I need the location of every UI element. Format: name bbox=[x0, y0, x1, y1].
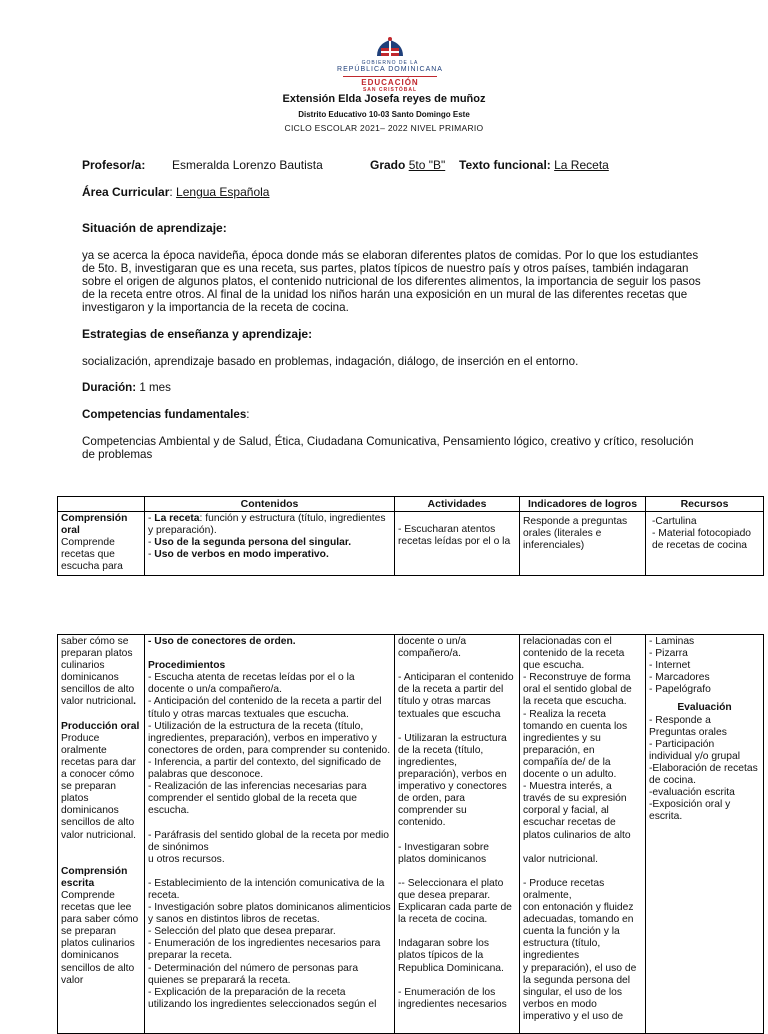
gov-line1: GOBIERNO DE LA bbox=[361, 60, 419, 66]
location-label: SAN CRISTÓBAL bbox=[362, 87, 418, 93]
conectores-orden: - Uso de conectores de orden. bbox=[148, 636, 296, 647]
text-value: La Receta bbox=[554, 158, 609, 172]
competency-cell: saber cómo se preparan platos culinarios dominicanos sencillos de alto valor nutricional. Producción oral Produce oralmente recetas para dar a conocer cómo se preparan platos dominicanos sencillos de alto valor nutricional. Comprensión escrita Comprende recetas que lee para saber cómo se preparan platos culinarios dominicanos sencillos de alto valor bbox=[58, 635, 145, 1034]
resources-list: - Laminas - Pizarra - Internet - Marcadores - Papelógrafo bbox=[649, 636, 711, 696]
strategies-title: Estrategias de enseñanza y aprendizaje: bbox=[82, 327, 313, 341]
activities-cell: - Escucharan atentos recetas leídas por el o la bbox=[395, 512, 520, 575]
produccion-oral-text: Produce oralmente recetas para dar a conocer cómo se preparan platos dominicanos sencillos de alto valor nutricional. bbox=[61, 732, 136, 841]
plan-table-top bbox=[57, 496, 764, 576]
competency-cell bbox=[58, 512, 145, 575]
comprension-escrita-text: Comprende recetas que lee para saber cómo se preparan platos culinarios dominicanos sencillos de alto valor bbox=[61, 889, 139, 986]
evaluacion-title: Evaluación bbox=[677, 702, 732, 714]
header-indicadores: Indicadores de logros bbox=[520, 497, 646, 512]
receta-term: La receta bbox=[154, 513, 200, 525]
logo-divider bbox=[343, 76, 437, 77]
competencies-text: Competencias Ambiental y de Salud, Ética, Ciudadana Comunicativa, Pensamiento lógico, creativo y crítico, resolución de problemas bbox=[82, 435, 694, 461]
teacher-label: Profesor/a: bbox=[82, 158, 146, 172]
header-recursos: Recursos bbox=[646, 497, 764, 512]
header-contenidos: Contenidos bbox=[145, 497, 395, 512]
comprension-oral-title: Comprensión oral bbox=[61, 513, 128, 537]
competencies-title-row: Competencias fundamentales: bbox=[82, 408, 250, 421]
competencies-title: Competencias fundamentales bbox=[82, 408, 247, 421]
table-row bbox=[58, 512, 764, 575]
education-label: EDUCACIÓN bbox=[361, 78, 419, 87]
grade-label: Grado bbox=[370, 158, 406, 172]
comprension-escrita-title: Comprensión escrita bbox=[61, 865, 128, 889]
ministry-logo bbox=[330, 36, 450, 93]
comprension-oral-text: Comprende recetas que escucha para bbox=[61, 537, 123, 573]
duration-value: 1 mes bbox=[139, 381, 171, 394]
situation-text: ya se acerca la época navideña, época donde más se elaboran diferentes platos de comidas. Por lo que los estudiantes de 5to. B, investigaran que es una receta, sus partes, platos típicos de nuestro país y otros países, también indagaran sobre el origen de algunos platos, el contenido nutricional de los diferentes alimentos, la importancia de seguir los pasos de la receta entre otros. Al final de la unidad los niños harán una exposición en un mural de las diferentes recetas que investigaron y la importancia de la receta de cocina. bbox=[82, 249, 701, 314]
area-row: Área Curricular: Lengua Española bbox=[82, 185, 270, 199]
uso-imperativo: Uso de verbos en modo imperativo. bbox=[154, 549, 329, 561]
cycle-line: CICLO ESCOLAR 2021– 2022 NIVEL PRIMARIO bbox=[284, 123, 484, 133]
district-line: Distrito Educativo 10-03 Santo Domingo Este bbox=[298, 110, 470, 119]
header-actividades: Actividades bbox=[395, 497, 520, 512]
table-header-row bbox=[58, 497, 764, 512]
comprension-oral-cont: saber cómo se preparan platos culinarios dominicanos sencillos de alto valor nutricional bbox=[61, 636, 135, 708]
coat-of-arms-icon bbox=[373, 36, 407, 58]
area-value: Lengua Española bbox=[176, 185, 270, 199]
duration-label: Duración: bbox=[82, 381, 137, 394]
gov-line2: REPÚBLICA DOMINICANA bbox=[337, 66, 443, 73]
contents-cell bbox=[145, 635, 395, 1034]
uso-segunda-persona: Uso de la segunda persona del singular. bbox=[154, 537, 352, 549]
indicators-cell: relacionadas con el contenido de la receta que escucha. - Reconstruye de forma oral el sentido global de la receta que escucha. - Realiza la receta tomando en cuenta los ingredientes y su preparación, en compañía de/ de la docente o un adulto. - Muestra interés, a través de su expresión corporal y facial, al escuchar recetas de platos culinarios de alto valor nutricional. - Produce recetas oralmente, con entonación y fluidez adecuadas, tomando en cuenta la función y la estructura (título, ingredientes y preparación), el uso de la segunda persona del singular, el uso de los verbos en modo imperativo y el uso de bbox=[520, 635, 646, 1034]
resources-cell: -Cartulina - Material fotocopiado de recetas de cocina bbox=[646, 512, 764, 575]
area-label: Área Curricular bbox=[82, 185, 170, 199]
duration-row bbox=[82, 381, 702, 394]
strategies-text: socialización, aprendizaje basado en problemas, indagación, diálogo, de inserción en el entorno. bbox=[82, 355, 579, 368]
procedimientos-list: - Escucha atenta de recetas leídas por el o la docente o un/a compañero/a. - Anticipación del contenido de la receta a partir del título y otras marcas textuales que escucha. - Utilización de la estructura de la receta (título, ingredientes, preparación), verbos en imperativo y conectores de orden, para comprender su contenido. - Inferencia, a partir del contexto, del significado de palabras que desconoce. - Realización de las inferencias necesarias para comprender el sentido global de la receta que escucha. - Paráfrasis del sentido global de la receta por medio de sinónimos u otros recursos. - Establecimiento de la intención comunicativa de la receta. - Investigación sobre platos dominicanos alimenticios y sanos en distintos libros de recetas. - Selección del plato que desea preparar. - Enumeración de los ingredientes necesarios para preparar la receta. - Determinación del número de personas para quienes se preparará la receta. - Explicación de la preparación de la receta utilizando los ingredientes seleccionados según el bbox=[148, 672, 391, 1010]
procedimientos-title: Procedimientos bbox=[148, 660, 226, 672]
resources-cell bbox=[646, 635, 764, 1034]
activities-cell: docente o un/a compañero/a. - Anticiparan el contenido de la receta a partir del título y otras marcas textuales que escucha - Utilizaran la estructura de la receta (título, ingredientes, preparación), verbos en imperativo y conectores de orden, para comprender su contenido. - Investigaran sobre platos dominicanos -- Seleccionara el plato que desea preparar. Explicaran cada parte de la receta de cocina. Indagaran sobre los platos típicos de la Republica Dominicana. - Enumeración de los ingredientes necesarios bbox=[395, 635, 520, 1034]
produccion-oral-title: Producción oral bbox=[61, 720, 140, 732]
school-title: Extensión Elda Josefa reyes de muñoz bbox=[282, 93, 486, 105]
table-row bbox=[58, 635, 764, 1034]
contents-cell: - La receta: función y estructura (título, ingredientes y preparación). - Uso de la segunda persona del singular. - Uso de verbos en modo imperativo. bbox=[145, 512, 395, 575]
indicators-cell: Responde a preguntas orales (literales e inferenciales) bbox=[520, 512, 646, 575]
text-label: Texto funcional: bbox=[459, 158, 551, 172]
situation-title: Situación de aprendizaje: bbox=[82, 221, 227, 235]
receta-desc: : función y estructura (título, ingredientes y preparación). bbox=[148, 513, 386, 537]
evaluacion-list: - Responde a Preguntas orales - Participación individual y/o grupal -Elaboración de recetas de cocina. -evaluación escrita -Exposición oral y escrita. bbox=[649, 714, 758, 823]
header-blank bbox=[58, 497, 145, 512]
plan-table-continued bbox=[57, 634, 764, 1034]
teacher-name: Esmeralda Lorenzo Bautista bbox=[172, 158, 323, 172]
grade-value: 5to "B" bbox=[408, 158, 446, 172]
teacher-row bbox=[82, 158, 609, 172]
